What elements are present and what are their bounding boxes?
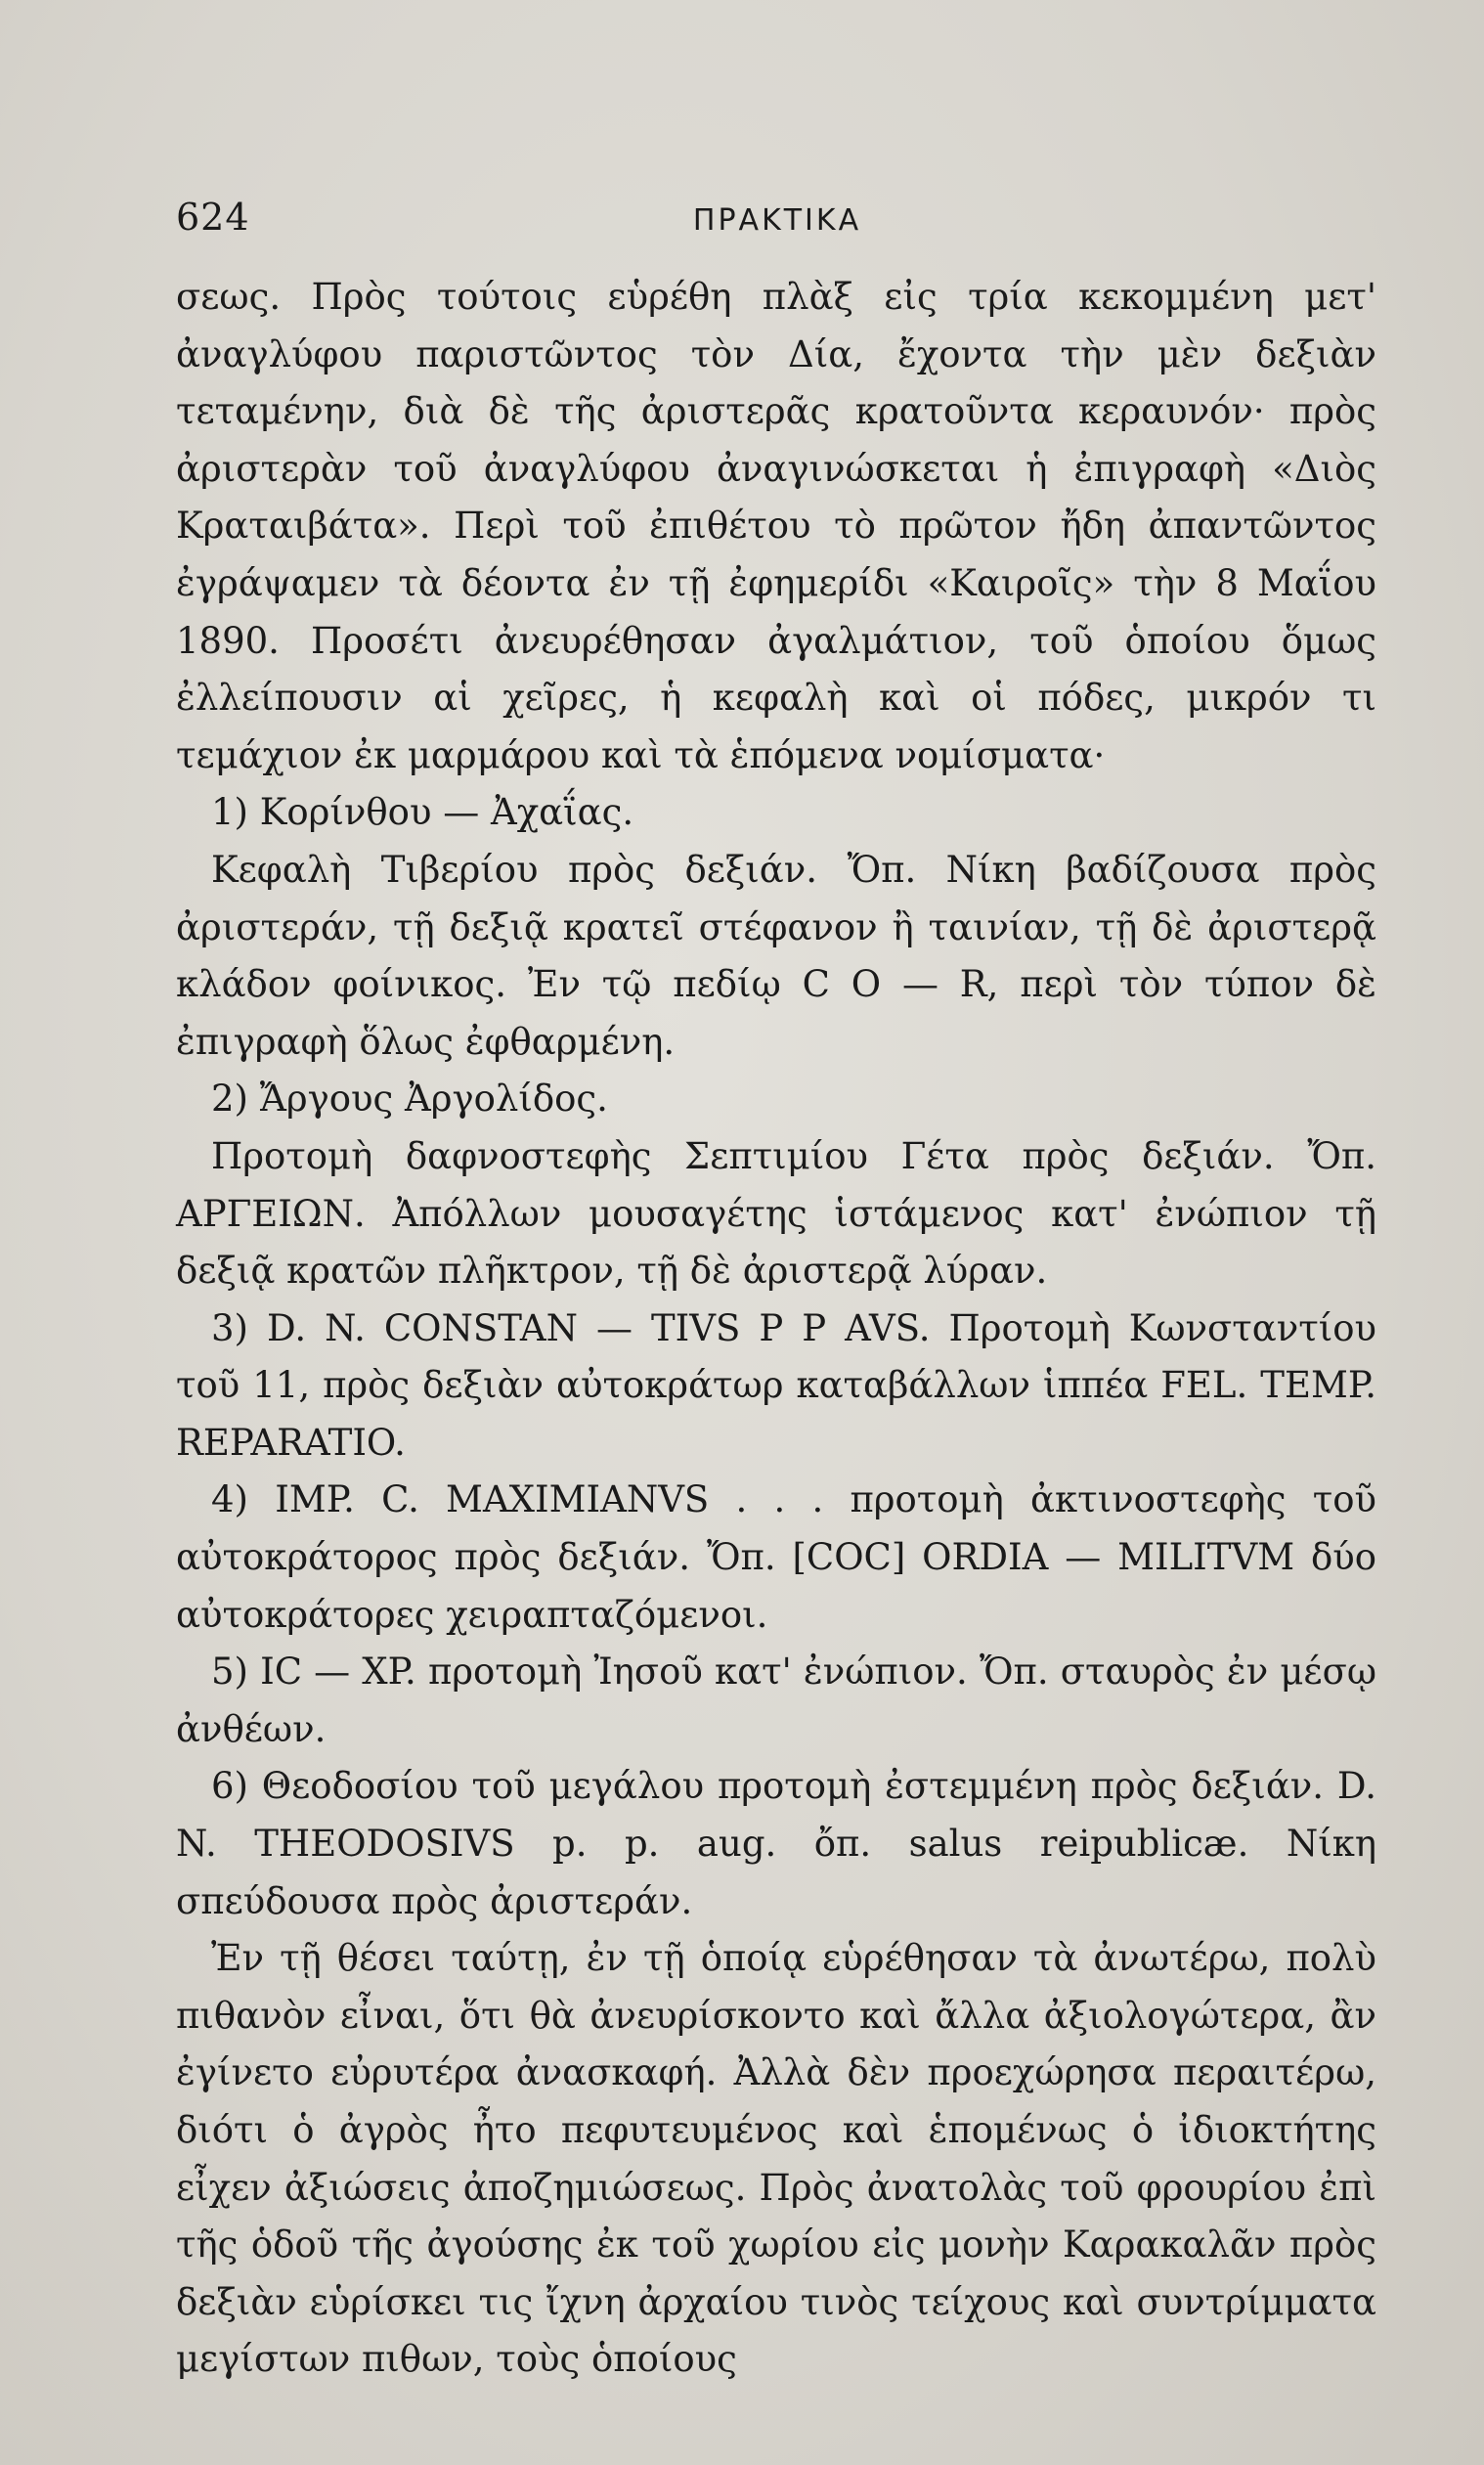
- page-header: [176, 196, 1378, 254]
- page-number: 624: [176, 196, 250, 239]
- running-title: ΠΡΑΚΤΙΚΑ: [692, 203, 862, 238]
- paragraph-intro: σεως. Πρὸς τούτοις εὑρέθη πλὰξ εἰς τρία κεκομμένη μετ' ἀναγλύφου παριστῶντος τὸν Δία, ἔχοντα τὴν μὲν δεξιὰν τεταμένην, διὰ δὲ τῆς ἀριστερᾶς κρατοῦντα κεραυνόν· πρὸς ἀριστερὰν τοῦ ἀναγλύφου ἀναγινώσκεται ἡ ἐπιγραφὴ «Διὸς Κραταιβάτα». Περὶ τοῦ ἐπιθέτου τὸ πρῶτον ἤδη ἀπαντῶντος ἐγράψαμεν τὰ δέοντα ἐν τῇ ἐφημερίδι «Καιροῖς» τὴν 8 Μαΐου 1890. Προσέτι ἀνευρέθησαν ἀγαλμάτιον, τοῦ ὁποίου ὅμως ἐλλείπουσιν αἱ χεῖρες, ἡ κεφαλὴ καὶ οἱ πόδες, μικρόν τι τεμάχιον ἐκ μαρμάρου καὶ τὰ ἑπόμενα νομίσματα·: [176, 276, 1376, 776]
- coin-item-3: 3) D. N. CONSTAN — TIVS P P AVS. Προτομὴ Κωνσταντίου τοῦ 11, πρὸς δεξιὰν αὐτοκράτωρ καταβάλλων ἱππέα FEL. TEMP. REPARATIO.: [176, 1306, 1376, 1464]
- paragraph-closing: Ἐν τῇ θέσει ταύτῃ, ἐν τῇ ὁποίᾳ εὑρέθησαν τὰ ἀνωτέρω, πολὺ πιθανὸν εἶναι, ὅτι θὰ ἀνευρίσκοντο καὶ ἄλλα ἀξιολογώτερα, ἂν ἐγίνετο εὐρυτέρα ἀνασκαφή. Ἀλλὰ δὲν προεχώρησα περαιτέρω, διότι ὁ ἀγρὸς ἦτο πεφυτευμένος καὶ ἑπομένως ὁ ἰδιοκτήτης εἶχεν ἀξιώσεις ἀποζημιώσεως. Πρὸς ἀνατολὰς τοῦ φρουρίου ἐπὶ τῆς ὁδοῦ τῆς ἀγούσης ἐκ τοῦ χωρίου εἰς μονὴν Καρακαλᾶν πρὸς δεξιὰν εὑρίσκει τις ἴχνη ἀρχαίου τινὸς τείχους καὶ συντρίμματα μεγίστων πιθων, τοὺς ὁποίους: [176, 1937, 1376, 2381]
- coin-item-5: 5) IC — XP. προτομὴ Ἰησοῦ κατ' ἐνώπιον. Ὄπ. σταυρὸς ἐν μέσῳ ἀνθέων.: [176, 1651, 1376, 1750]
- coin-heading-1: 1) Κορίνθου — Ἀχαΐας.: [211, 791, 634, 834]
- coin-item-4: 4) IMP. C. MAXIMIANVS . . . προτομὴ ἀκτινοστεφὴς τοῦ αὐτοκράτορος πρὸς δεξιάν. Ὄπ. [COC] ORDIA — MILITVM δύο αὐτοκράτορες χειραπταζόμενοι.: [176, 1478, 1376, 1636]
- coin-description-2: Προτομὴ δαφνοστεφὴς Σεπτιμίου Γέτα πρὸς δεξιάν. Ὄπ. ΑΡΓΕΙΩΝ. Ἀπόλλων μουσαγέτης ἱστάμενος κατ' ἐνώπιον τῇ δεξιᾷ κρατῶν πλῆκτρον, τῇ δὲ ἀριστερᾷ λύραν.: [176, 1134, 1376, 1293]
- coin-item-6: 6) Θεοδοσίου τοῦ μεγάλου προτομὴ ἐστεμμένη πρὸς δεξιάν. D. N. THEODOSIVS p. p. aug. ὄπ. salus reipublicæ. Νίκη σπεύδουσα πρὸς ἀριστεράν.: [176, 1765, 1376, 1922]
- coin-heading-2: 2) Ἄργους Ἀργολίδος.: [211, 1078, 608, 1121]
- coin-description-1: Κεφαλὴ Τιβερίου πρὸς δεξιάν. Ὄπ. Νίκη βαδίζουσα πρὸς ἀριστεράν, τῇ δεξιᾷ κρατεῖ στέφανον ἢ ταινίαν, τῇ δὲ ἀριστερᾷ κλάδον φοίνικος. Ἐν τῷ πεδίῳ C O — R, περὶ τὸν τύπον δὲ ἐπιγραφὴ ὅλως ἐφθαρμένη.: [176, 848, 1376, 1063]
- body-text: [176, 269, 1376, 2389]
